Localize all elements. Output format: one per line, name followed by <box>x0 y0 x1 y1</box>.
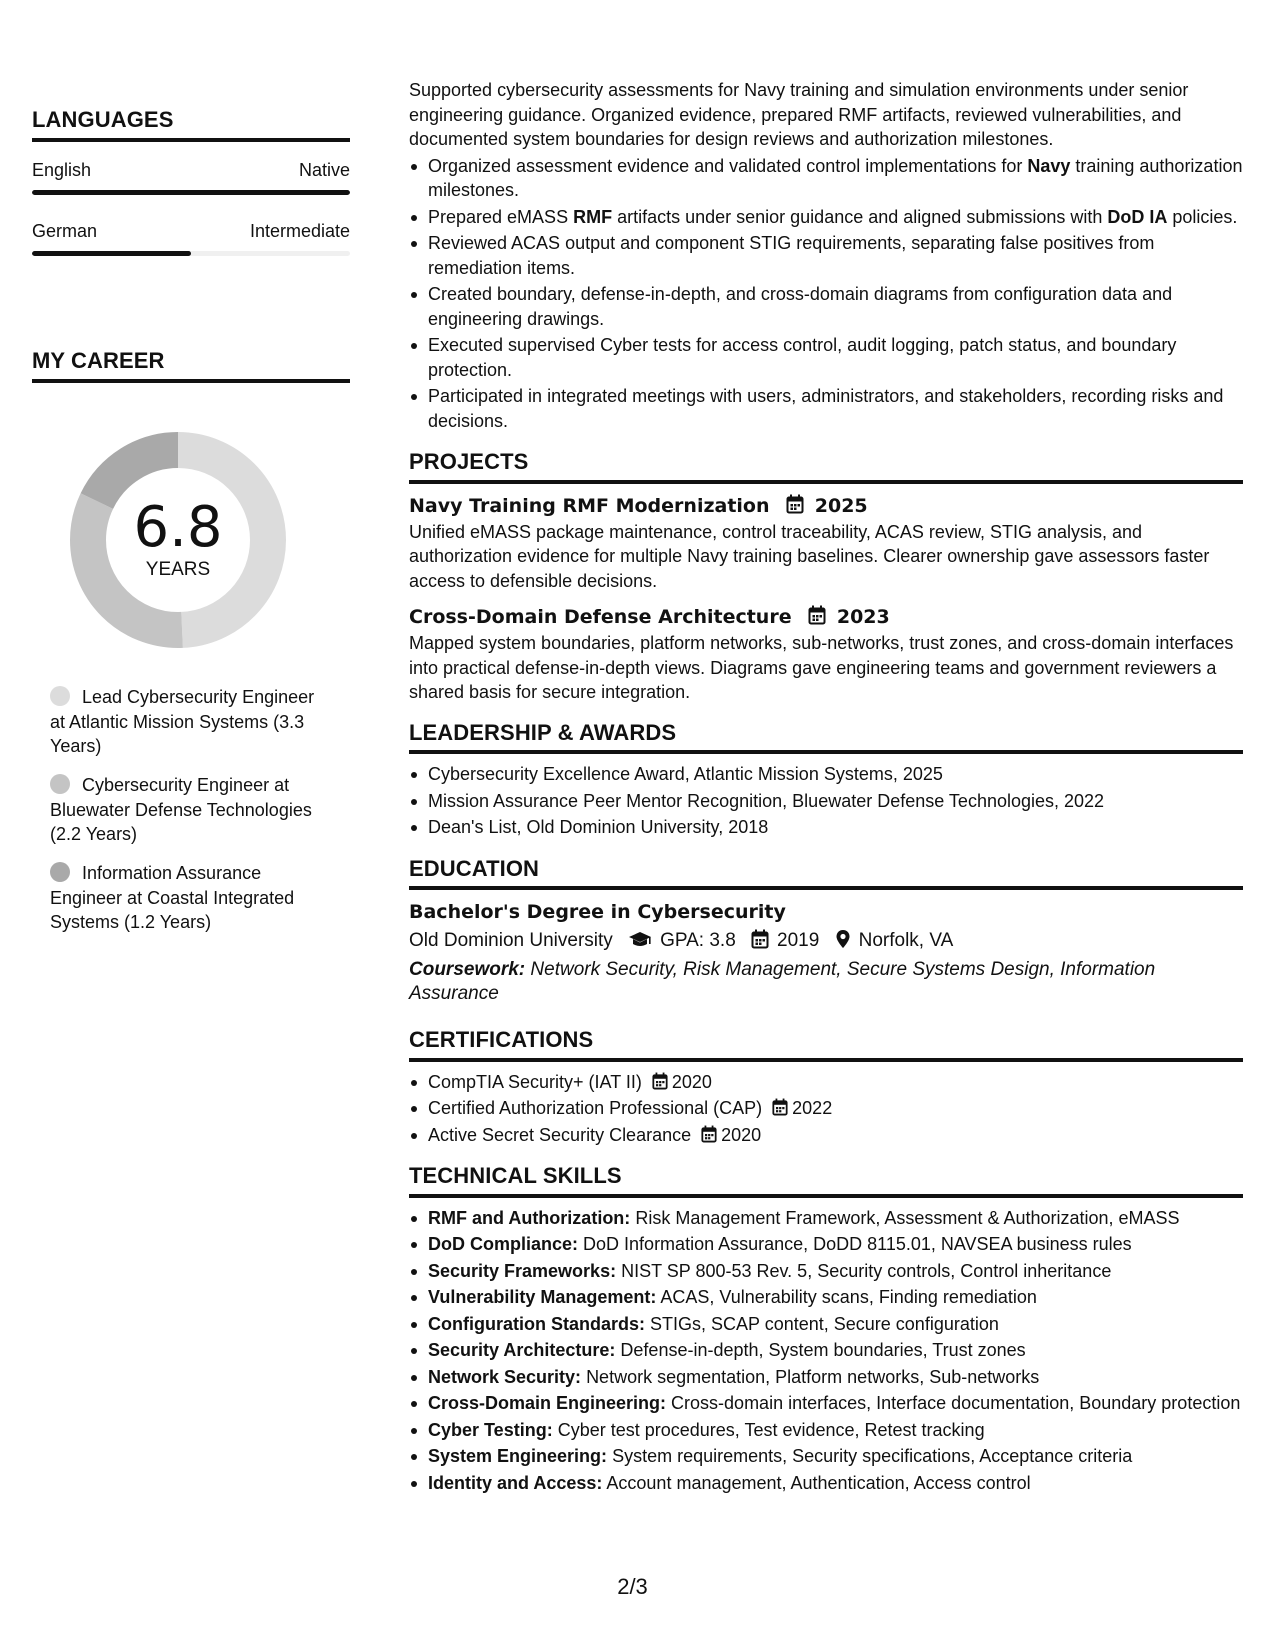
calendar-icon <box>772 1098 788 1116</box>
education-gpa: GPA: 3.8 <box>660 930 736 951</box>
coursework-list: Network Security, Risk Management, Secure Systems Design, Information Assurance <box>409 959 1156 1004</box>
skill-label: Security Architecture: <box>428 1340 616 1360</box>
education-heading: EDUCATION <box>409 857 1243 891</box>
skill-value: Network segmentation, Platform networks, Sub-networks <box>586 1366 1040 1387</box>
career-legend-item <box>50 685 330 759</box>
skill-item <box>409 1418 1243 1443</box>
calendar-icon <box>786 494 804 514</box>
skill-label: RMF and Authorization: <box>428 1207 631 1228</box>
main-content <box>409 78 1243 1495</box>
skill-value: Cross-domain interfaces, Interface documentation, Boundary protection <box>671 1393 1241 1413</box>
project-description: Unified eMASS package maintenance, control traceability, ACAS review, STIG analysis, and authorization evidence for multiple Navy training baselines. Clearer ownership gave assessors faster access to defensible decisions. <box>409 521 1210 591</box>
map-pin-icon <box>835 929 851 949</box>
education-year: 2019 <box>777 930 820 951</box>
skills-section <box>409 1164 1243 1495</box>
certification-item <box>409 1123 1243 1148</box>
calendar-icon <box>751 929 769 949</box>
language-item <box>32 160 350 195</box>
language-proficiency-bar <box>32 251 350 256</box>
legend-dot <box>50 774 70 794</box>
experience-bullet: Reviewed ACAS output and component STIG requirements, separating false positives from remediation items. <box>409 231 1243 280</box>
experience-bullet: Executed supervised Cyber tests for access control, audit logging, patch status, and boundary protection. <box>409 333 1243 382</box>
skill-item <box>409 1338 1243 1363</box>
skill-label: DoD Compliance: <box>428 1234 579 1254</box>
skill-item <box>409 1391 1243 1416</box>
skills-heading: TECHNICAL SKILLS <box>409 1164 1243 1198</box>
language-name: English <box>32 160 92 180</box>
skill-value: STIGs, SCAP content, Secure configuration <box>650 1313 999 1334</box>
awards-section <box>409 721 1243 840</box>
project-item <box>409 492 1243 594</box>
skill-value: DoD Information Assurance, DoDD 8115.01, NAVSEA business rules <box>583 1234 1132 1254</box>
skill-value: Account management, Authentication, Access control <box>606 1472 1031 1493</box>
skill-label: Cross-Domain Engineering: <box>428 1393 667 1413</box>
skill-item <box>409 1206 1243 1231</box>
skill-label: Identity and Access: <box>428 1472 603 1493</box>
skill-label: Security Frameworks: <box>428 1260 617 1281</box>
skill-value: Cyber test procedures, Test evidence, Retest tracking <box>557 1419 985 1440</box>
education-section <box>409 857 1243 1007</box>
certification-year: 2022 <box>792 1098 833 1118</box>
skill-item <box>409 1471 1243 1496</box>
certification-item <box>409 1096 1243 1121</box>
project-title <box>409 492 1243 520</box>
experience-bullet: Organized assessment evidence and validated control implementations for Navy training authorization milestones. <box>409 154 1243 203</box>
language-level: Intermediate <box>249 221 350 241</box>
skill-value: Defense-in-depth, System boundaries, Trust zones <box>620 1340 1026 1360</box>
graduation-cap-icon <box>628 931 652 949</box>
skill-item <box>409 1365 1243 1390</box>
projects-heading: PROJECTS <box>409 450 1243 484</box>
language-name: German <box>32 221 98 241</box>
certification-item <box>409 1070 1243 1095</box>
languages-heading: LANGUAGES <box>32 107 350 142</box>
languages-section <box>32 107 350 256</box>
certifications-list <box>409 1070 1243 1148</box>
skill-item <box>409 1259 1243 1284</box>
calendar-icon <box>808 605 826 625</box>
legend-label: Cybersecurity Engineer at Bluewater Defense Technologies (2.2 Years) <box>50 775 312 844</box>
skill-value: System requirements, Security specifications, Acceptance criteria <box>612 1446 1133 1466</box>
certification-name: Certified Authorization Professional (CAP) <box>428 1098 763 1118</box>
experience-summary: Supported cybersecurity assessments for Navy training and simulation environments under senior engineering guidance. Organized evidence, prepared RMF artifacts, reviewed vulnerabilities, and documented system boundaries for design reviews and authorization milestones. <box>409 80 1189 149</box>
legend-label: Information Assurance Engineer at Coastal Integrated Systems (1.2 Years) <box>50 863 295 932</box>
legend-label: Lead Cybersecurity Engineer at Atlantic Mission Systems (3.3 Years) <box>50 687 315 756</box>
career-donut-chart <box>65 427 291 653</box>
language-item <box>32 221 350 256</box>
career-heading: MY CAREER <box>32 348 350 383</box>
skill-item <box>409 1232 1243 1257</box>
education-school: Old Dominion University <box>409 930 613 951</box>
award-item: Cybersecurity Excellence Award, Atlantic Mission Systems, 2025 <box>409 762 1243 787</box>
skill-label: Vulnerability Management: <box>428 1287 657 1307</box>
education-coursework <box>409 958 1243 1006</box>
certification-name: Active Secret Security Clearance <box>428 1124 692 1145</box>
project-year: 2023 <box>836 606 890 628</box>
skill-item <box>409 1444 1243 1469</box>
education-details <box>409 926 1243 956</box>
skills-list <box>409 1206 1243 1496</box>
experience-bullets <box>409 154 1243 434</box>
project-item <box>409 603 1243 705</box>
skill-label: Cyber Testing: <box>428 1419 553 1440</box>
calendar-icon <box>652 1072 668 1090</box>
page-number: 2/3 <box>617 1574 648 1599</box>
legend-dot <box>50 686 70 706</box>
skill-value: ACAS, Vulnerability scans, Finding remediation <box>660 1287 1037 1307</box>
project-description: Mapped system boundaries, platform networks, sub-networks, trust zones, and cross-domain interfaces into practical defense-in-depth views. Diagrams gave engineering teams and government reviewers a shared basis for secure integration. <box>409 633 1234 702</box>
career-legend-item <box>50 861 330 935</box>
career-total-unit: YEARS <box>145 559 211 580</box>
career-section <box>32 348 350 383</box>
skill-item <box>409 1312 1243 1337</box>
experience-bullet: Prepared eMASS RMF artifacts under senior guidance and aligned submissions with DoD IA policies. <box>409 205 1243 230</box>
skill-label: Configuration Standards: <box>428 1313 645 1334</box>
skill-label: Network Security: <box>428 1366 582 1387</box>
awards-heading: LEADERSHIP & AWARDS <box>409 721 1243 755</box>
language-proficiency-bar <box>32 190 350 195</box>
project-year: 2025 <box>814 494 868 517</box>
skill-value: NIST SP 800-53 Rev. 5, Security controls, Control inheritance <box>621 1260 1112 1281</box>
certification-name: CompTIA Security+ (IAT II) <box>428 1071 642 1092</box>
skill-value: Risk Management Framework, Assessment & Authorization, eMASS <box>635 1207 1180 1228</box>
education-degree: Bachelor's Degree in Cybersecurity <box>409 901 786 923</box>
awards-list <box>409 762 1243 840</box>
project-name: Cross-Domain Defense Architecture <box>409 606 792 628</box>
award-item: Mission Assurance Peer Mentor Recognition, Bluewater Defense Technologies, 2022 <box>409 789 1243 814</box>
certification-year: 2020 <box>671 1071 712 1092</box>
coursework-label: Coursework: <box>409 959 526 980</box>
project-title <box>409 603 1243 631</box>
experience-bullet: Created boundary, defense-in-depth, and cross-domain diagrams from configuration data and engineering drawings. <box>409 282 1243 331</box>
career-total <box>65 427 291 653</box>
certifications-section <box>409 1028 1243 1147</box>
language-proficiency-fill <box>32 190 350 195</box>
project-name: Navy Training RMF Modernization <box>409 494 770 517</box>
skill-label: System Engineering: <box>428 1446 608 1466</box>
calendar-icon <box>701 1125 717 1143</box>
certifications-heading: CERTIFICATIONS <box>409 1028 1243 1062</box>
projects-section <box>409 450 1243 705</box>
education-location: Norfolk, VA <box>858 930 954 951</box>
certification-year: 2020 <box>721 1124 762 1145</box>
career-legend-item <box>50 773 330 847</box>
legend-dot <box>50 862 70 882</box>
language-proficiency-fill <box>32 251 191 256</box>
language-level: Native <box>298 160 350 180</box>
award-item: Dean's List, Old Dominion University, 2018 <box>409 815 1243 840</box>
experience-bullet: Participated in integrated meetings with users, administrators, and stakeholders, recording risks and decisions. <box>409 384 1243 433</box>
career-total-value: 6.8 <box>133 495 223 560</box>
skill-item <box>409 1285 1243 1310</box>
